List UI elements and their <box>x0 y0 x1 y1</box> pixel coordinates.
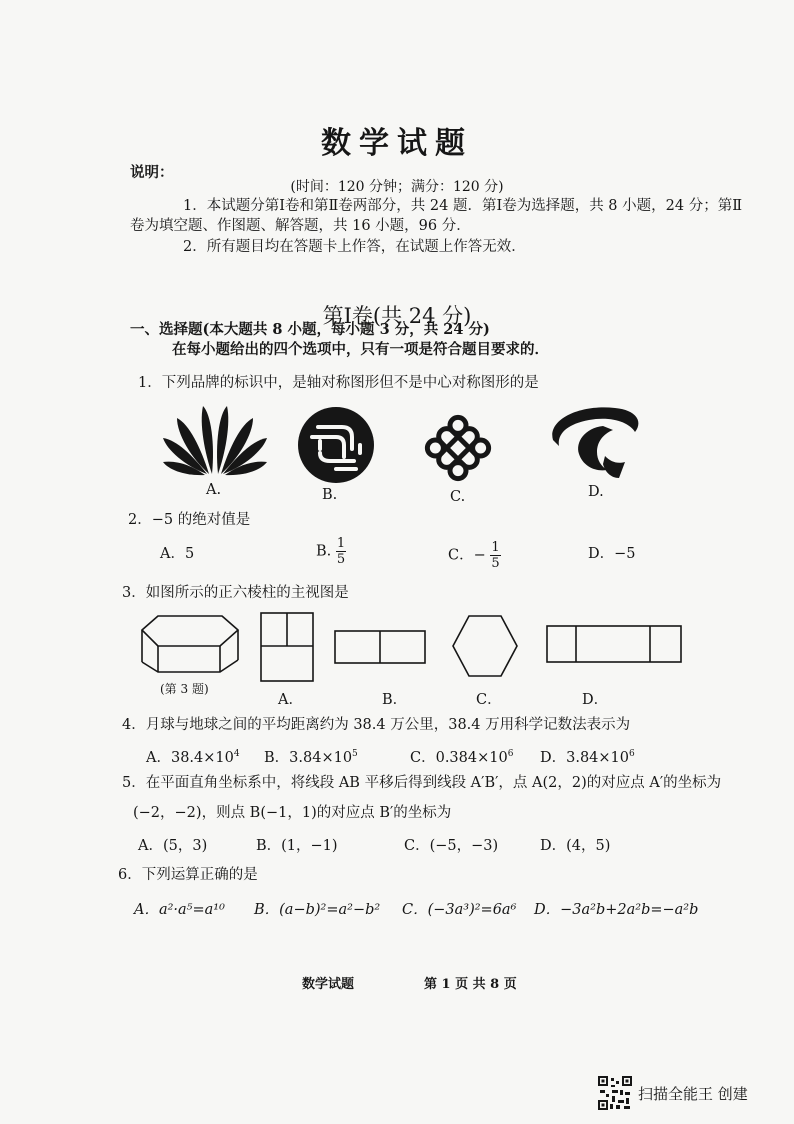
q1-option-d: D. <box>588 484 604 500</box>
section-title: 第Ⅰ卷(共 24 分) <box>322 304 472 328</box>
scanner-watermark-text: 扫描全能王 创建 <box>638 1085 748 1103</box>
q4-option-d-exponent: 6 <box>629 749 635 760</box>
q2-option-b-numerator: 1 <box>336 536 346 551</box>
q4-option-a-base: A．38.4×10 <box>146 750 234 766</box>
q2-option-b-label: B. <box>316 543 332 560</box>
q4-option-c-base: C．0.384×10 <box>410 750 508 766</box>
q5-option-b: B．(1，−1) <box>256 838 338 854</box>
q4-option-c-exponent: 6 <box>507 749 514 760</box>
q3-option-b: B． <box>382 692 408 708</box>
notes-line-2: 2．所有题目均在答题卡上作答，在试题上作答无效． <box>183 239 526 255</box>
page-title: 数学试题 <box>321 126 473 161</box>
china-unicom-logo-icon <box>420 410 496 486</box>
hexagonal-prism-figure <box>138 614 242 678</box>
q4-option-a-exponent: 4 <box>233 749 240 760</box>
notes-line-1: 1．本试题分第Ⅰ卷和第Ⅱ卷两部分，共 24 题．第Ⅰ卷为选择题，共 8 小题，24 分；第Ⅱ <box>183 198 743 214</box>
q3-option-c-figure <box>452 614 518 678</box>
footer-page-number: 第 1 页 共 8 页 <box>424 977 517 992</box>
q6-option-b: B．(a−b)²=a²−b² <box>254 902 381 918</box>
china-telecom-logo-icon <box>545 398 645 482</box>
q3-option-d-figure <box>546 625 682 663</box>
q2-option-b-fraction <box>336 536 346 567</box>
q2-option-c-denominator: 5 <box>491 556 500 571</box>
q4-option-d-base: D．3.84×10 <box>540 750 630 766</box>
question-5-stem-line-1: 5．在平面直角坐标系中，将线段 AB 平移后得到线段 A′B′，点 A(2，2)的对应点 A′的坐标为 <box>122 775 722 791</box>
q3-option-c: C． <box>476 692 502 708</box>
q1-option-b: B. <box>322 487 338 503</box>
q1-option-c: C. <box>450 489 466 505</box>
huawei-logo-icon <box>160 392 270 482</box>
section-instruction: 在每小题给出的四个选项中，只有一项是符合题目要求的． <box>172 341 549 358</box>
question-6-stem: 6．下列运算正确的是 <box>118 867 258 883</box>
q2-option-b <box>316 536 346 567</box>
question-4-stem: 4．月球与地球之间的平均距离约为 38.4 万公里，38.4 万用科学记数法表示为 <box>122 717 631 733</box>
question-5-stem-line-2: (−2，−2)，则点 B(−1，1)的对应点 B′的坐标为 <box>133 805 452 821</box>
q6-option-c: C．(−3a³)²=6a⁶ <box>402 902 517 918</box>
q1-option-a: A. <box>206 482 222 498</box>
notes-heading: 说明： <box>130 164 174 181</box>
q2-option-c <box>448 540 501 571</box>
q2-option-c-numerator: 1 <box>491 540 500 555</box>
q3-option-a: A． <box>278 692 303 708</box>
q2-option-d: D．−5 <box>588 546 636 562</box>
q5-option-a: A．(5，3) <box>138 838 208 854</box>
q4-option-b-base: B．3.84×10 <box>264 750 353 766</box>
q2-option-b-denominator: 5 <box>336 552 346 567</box>
q6-option-d: D．−3a²b+2a²b=−a²b <box>534 902 699 918</box>
exam-time-score: (时间：120 分钟；满分：120 分) <box>290 179 504 195</box>
q4-option-b <box>264 746 358 767</box>
notes-line-1b: 卷为填空题、作图题、解答题，共 16 小题，96 分． <box>130 218 471 234</box>
question-1-stem: 1．下列品牌的标识中，是轴对称图形但不是中心对称图形的是 <box>138 375 539 391</box>
footer-subject: 数学试题 <box>302 977 355 992</box>
q5-option-c: C．(−5，−3) <box>404 838 499 854</box>
q6-option-a: A．a²·a⁵=a¹⁰ <box>134 902 225 918</box>
qr-code-icon <box>598 1076 632 1110</box>
q3-option-d: D． <box>582 692 609 708</box>
q3-option-b-figure <box>334 630 426 664</box>
question-2-stem: 2．−5 的绝对值是 <box>128 512 251 528</box>
q5-option-d: D．(4，5) <box>540 838 611 854</box>
q4-option-c <box>410 746 513 767</box>
q3-figure-caption: (第 3 题) <box>160 682 209 696</box>
q4-option-a <box>146 746 240 767</box>
question-3-stem: 3．如图所示的正六棱柱的主视图是 <box>122 585 349 601</box>
q2-option-c-fraction <box>490 540 500 571</box>
china-mobile-logo-icon <box>296 405 376 485</box>
q2-option-c-label: C．− <box>448 547 486 564</box>
q3-option-a-figure <box>260 612 314 682</box>
q2-option-a: A．5 <box>160 546 195 562</box>
section-heading: 一、选择题(本大题共 8 小题，每小题 3 分，共 24 分) <box>130 321 490 338</box>
q4-option-b-exponent: 5 <box>352 749 358 760</box>
q4-option-d <box>540 746 635 767</box>
